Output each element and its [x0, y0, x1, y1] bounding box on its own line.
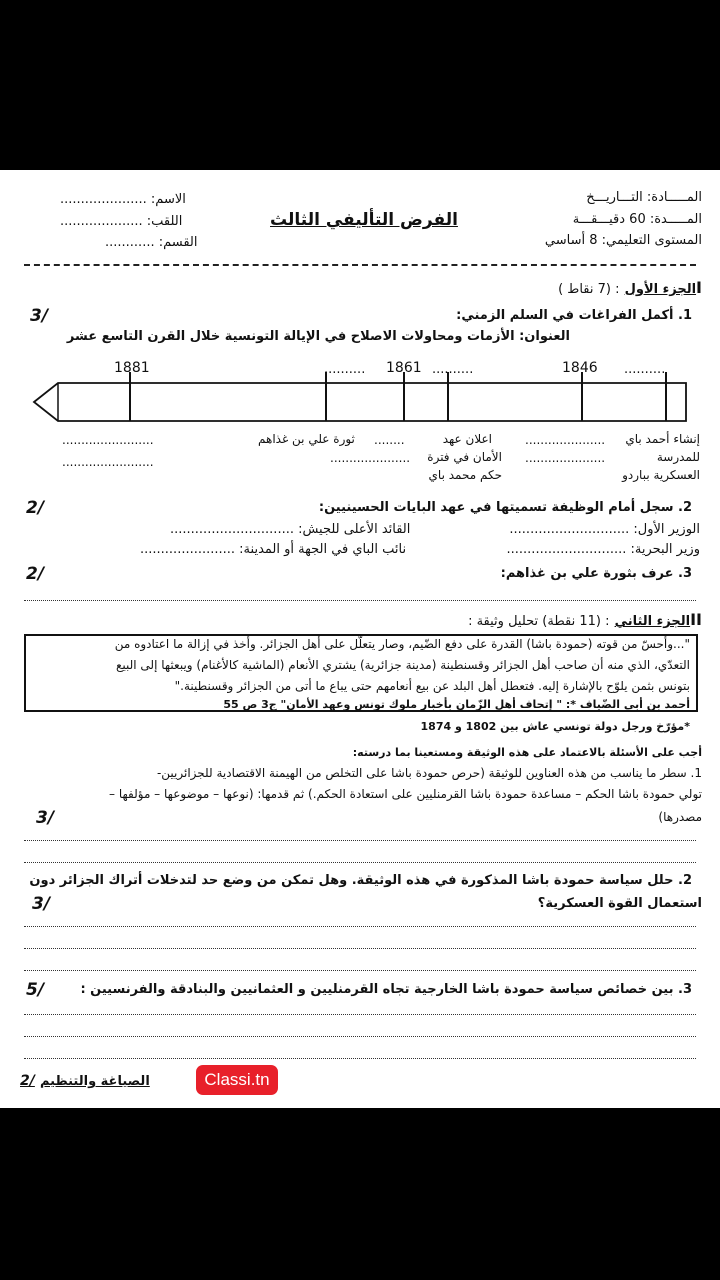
timeline-arrow	[34, 383, 686, 421]
duration-label: المـــــدة: 60 دقيـــقـــة	[572, 212, 702, 227]
year-1881: 1881	[114, 360, 150, 376]
part2-heading	[468, 610, 702, 629]
p2-q3-line-1: 3. بين خصائص سياسة حمودة باشا الخارجية تجاه القرمنليين و العثمانيين والبنادقة والفرنسيين :	[80, 982, 692, 997]
header-divider	[24, 264, 696, 266]
p1-q3-prompt: 3. عرف بثورة علي بن غذاهم:	[500, 566, 692, 581]
event-ahd-aman-3: حكم محمد باي	[428, 468, 502, 482]
doc-source: أحمد بن أبي الضّياف *: " إتحاف أهل الزّمان بأخبار ملوك تونس وعهد الأمان" ج3 ص 55	[223, 698, 690, 711]
doc-note: *مؤرّخ ورجل دولة تونسي عاش بين 1802 و 1874	[420, 720, 690, 733]
formatting-label: الصياغة والتنظيم	[39, 1074, 150, 1089]
year-1846: 1846	[562, 360, 598, 376]
p2-q2-line-2: استعمال القوة العسكرية؟	[537, 896, 702, 911]
event-blank-4: .....................	[330, 451, 411, 465]
event-ben-ghdahem: ثورة علي بن غذاهم	[258, 432, 355, 446]
answer-line	[24, 600, 696, 601]
q2-bey-deputy: نائب الباي في الجهة أو المدينة: .......................	[140, 542, 407, 557]
formatting-score: 2/	[20, 1073, 35, 1089]
event-ahd-aman: اعلان عهد	[442, 432, 492, 446]
answer-line	[24, 840, 696, 841]
event-ahd-aman-2: الأمان في فترة	[427, 450, 502, 464]
q2-navy-minister: وزير البحرية: .............................	[506, 542, 700, 557]
part2-points: : (11 نقطة) تحليل وثيقة :	[468, 614, 610, 629]
year-1861: 1861	[386, 360, 422, 376]
p2-q2-line-1: 2. حلل سياسة حمودة باشا المذكورة في هذه الوثيقة. وهل تمكن من وضع حد لتدخلات أتراك الجزائر دون	[29, 873, 692, 888]
classi-logo: Classi.tn	[196, 1065, 278, 1095]
timeline-blank-2: ..........	[432, 362, 474, 377]
event-military-school-3: العسكرية بباردو	[622, 468, 700, 482]
q2-army-commander: القائد الأعلى للجيش: ..............................	[170, 522, 411, 537]
p1-q1-score: 3/	[30, 306, 49, 326]
exam-sheet	[0, 170, 720, 1108]
answer-line	[24, 948, 696, 949]
p2-q3-score: 5/	[26, 980, 45, 1000]
event-military-school: إنشاء أحمد باي	[625, 432, 700, 446]
subject-label: المـــــادة: التـــاريـــخ	[586, 190, 702, 205]
event-blank-2: .....................	[525, 451, 606, 465]
answer-line	[24, 1036, 696, 1037]
q2-prime-minister: الوزير الأول: .............................	[509, 522, 700, 537]
p2-q2-score: 3/	[32, 894, 51, 914]
p1-q2-score: 2/	[26, 498, 45, 518]
surname-field: اللقب: ....................	[60, 214, 183, 229]
event-military-school-2: للمدرسة	[656, 450, 700, 464]
doc-line-1: "...وأحسّ من قوته (حمودة باشا) القدرة على دفع الضّيم، وصار يتعلّل على أهل الجزائر. وأخذ في إزالة ما اعتادوه من	[114, 637, 690, 651]
class-field: القسم: ............	[105, 235, 198, 250]
p1-q3-score: 2/	[26, 564, 45, 584]
timeline-title: العنوان: الأزمات ومحاولات الاصلاح في الإيالة التونسية خلال القرن التاسع عشر	[66, 329, 570, 344]
answer-line	[24, 1014, 696, 1015]
p1-q2-prompt: 2. سجل أمام الوظيفة تسميتها في عهد البايات الحسينيين:	[318, 500, 692, 515]
part2-title: الجزء الثاني	[614, 614, 691, 629]
part1-title: الجزء الأول	[624, 282, 697, 297]
answer-line	[24, 1058, 696, 1059]
page-title: الفرض التأليفي الثالث	[270, 210, 458, 230]
p2-q1-line-1: 1. سطر ما يناسب من هذه العناوين للوثيقة (حرص حمودة باشا على التخلص من الهيمنة الاقتصادية للجزائريين-	[156, 766, 702, 780]
answer-line	[24, 970, 696, 971]
p1-q1-prompt: 1. أكمل الفراغات في السلم الزمني:	[456, 308, 692, 323]
timeline-blank-1: ..........	[324, 362, 366, 377]
event-blank-5: ........................	[62, 433, 154, 447]
event-blank-6: ........................	[62, 455, 154, 469]
level-label: المستوى التعليمي: 8 أساسي	[544, 233, 702, 248]
p2-q1-score: 3/	[36, 808, 55, 828]
part1-heading	[558, 278, 702, 297]
part1-roman: I	[696, 278, 702, 297]
p2-q1-line-3: مصدرها)	[658, 810, 702, 824]
answer-line	[24, 926, 696, 927]
answer-line	[24, 862, 696, 863]
part1-points: : (7 نقاط )	[558, 282, 620, 297]
formatting-score-row	[20, 1070, 150, 1089]
event-blank-1: .....................	[525, 433, 606, 447]
instructions: أجب على الأسئلة بالاعتماد على هذه الوثيقة ومستعينا بما درسته:	[352, 746, 702, 759]
p2-q1-line-2: تولي حمودة باشا الحكم – مساعدة حمودة باشا القرمنليين على استعادة الحكم.) ثم قدمها: (نوعها – موضوعها – مؤلفها –	[109, 787, 702, 801]
name-field: الاسم: .....................	[60, 192, 186, 207]
timeline-blank-3: ..........	[624, 362, 666, 377]
doc-line-2: التعدّي، الذي منه أن صاحب أهل الجزائر وقسنطينة (مدينة جزائرية) يشتري الأنعام (الماشية كالأغنام) ويبعثها إلى البيع	[115, 658, 690, 672]
part2-roman: II	[690, 610, 702, 629]
event-blank-3: ........	[374, 433, 405, 447]
doc-line-3: بتونس بثمن يلوّح بالإشارة إليه. فتعطل أهل البلد عن بيع أنعامهم حتى يباع ما أتى من الجزائر وقسنطينة."	[174, 679, 690, 693]
